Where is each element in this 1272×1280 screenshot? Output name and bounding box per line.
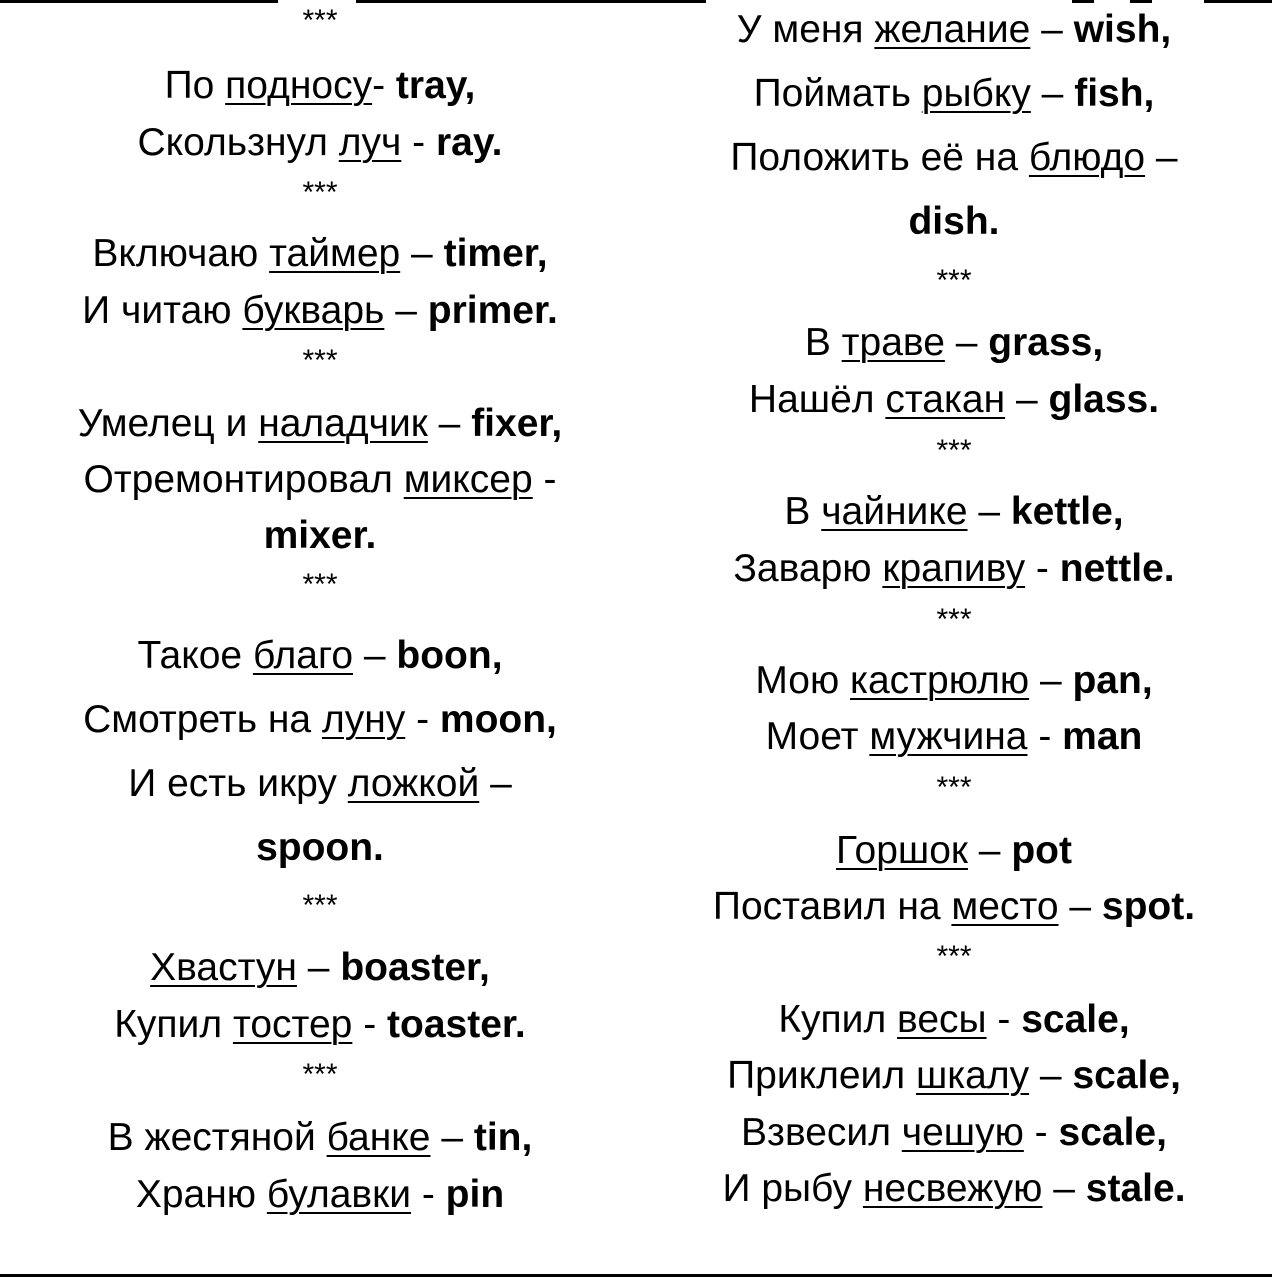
bottom-rule: [0, 1274, 1272, 1277]
verse-line: И есть икру ложкой –: [128, 762, 512, 805]
top-rule-5: [1204, 0, 1272, 3]
separator: ***: [302, 568, 338, 601]
separator: ***: [936, 603, 972, 636]
separator: ***: [936, 940, 972, 973]
separator: ***: [302, 1058, 338, 1091]
verse-line: Моет мужчина - man: [765, 715, 1143, 758]
verse-line: Храню булавки - pin: [135, 1173, 505, 1216]
verse-line: Нашёл стакан – glass.: [748, 378, 1160, 421]
verse-line: По подносу- tray,: [164, 64, 476, 107]
top-rule-2: [356, 0, 706, 3]
separator: ***: [302, 4, 338, 37]
verse-line: В жестяной банке – tin,: [107, 1116, 533, 1159]
verse-line: Взвесил чешую - scale,: [741, 1111, 1167, 1154]
verse-line: В траве – grass,: [804, 321, 1104, 364]
verse-line: Горшок – pot: [836, 829, 1072, 872]
verse-line: mixer.: [263, 514, 377, 557]
top-rule-4: [1130, 0, 1152, 3]
verse-line: Скользнул луч - ray.: [137, 121, 503, 164]
verse-line: spoon.: [256, 826, 384, 869]
verse-line: Заварю крапиву - nettle.: [733, 547, 1175, 590]
verse-line: И рыбу несвежую – stale.: [722, 1167, 1186, 1210]
verse-line: Смотреть на луну - moon,: [83, 698, 557, 741]
separator: ***: [936, 771, 972, 804]
verse-line: Хвастун – boaster,: [150, 946, 490, 989]
verse-line: Поставил на место – spot.: [712, 885, 1196, 928]
verse-line: Такое благо – boon,: [137, 634, 503, 677]
verse-line: dish.: [908, 200, 1000, 243]
verse-line: У меня желание – wish,: [736, 8, 1172, 51]
top-rule-1: [0, 0, 278, 3]
verse-line: Поймать рыбку – fish,: [753, 72, 1155, 115]
separator: ***: [302, 889, 338, 922]
separator: ***: [302, 344, 338, 377]
verse-line: Купил тостер - toaster.: [114, 1003, 526, 1046]
verse-line: Купил весы - scale,: [778, 998, 1130, 1041]
verse-line: Умелец и наладчик – fixer,: [77, 402, 563, 445]
verse-line: Приклеил шкалу – scale,: [727, 1054, 1181, 1097]
top-rule-3: [1072, 0, 1094, 3]
verse-line: И читаю букварь – primer.: [82, 289, 558, 332]
separator: ***: [936, 434, 972, 467]
separator: ***: [936, 264, 972, 297]
verse-line: Положить её на блюдо –: [730, 136, 1178, 179]
verse-line: Мою кастрюлю – pan,: [755, 659, 1153, 702]
separator: ***: [302, 176, 338, 209]
verse-line: Отремонтировал миксер -: [83, 458, 557, 501]
verse-line: Включаю таймер – timer,: [92, 232, 548, 275]
verse-line: В чайнике – kettle,: [784, 490, 1124, 533]
